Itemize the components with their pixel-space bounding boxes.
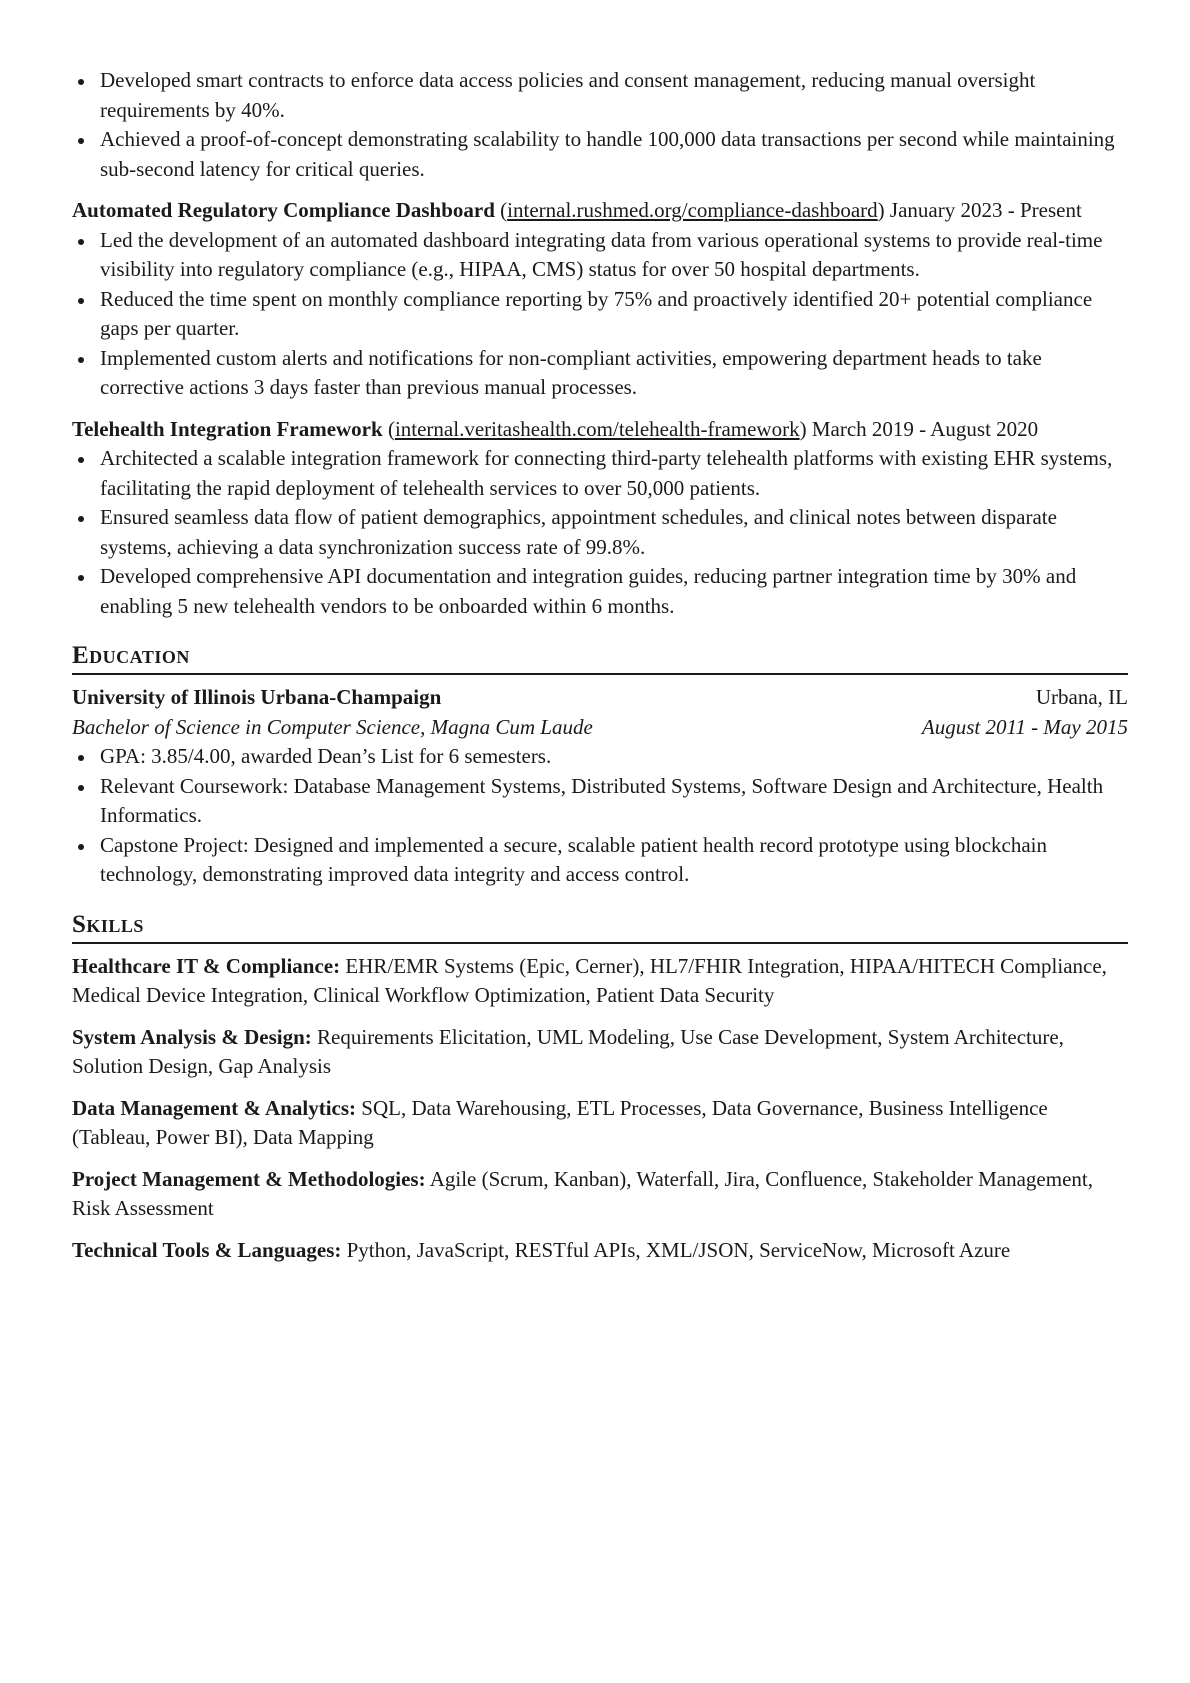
skill-value: Agile (Scrum, Kanban), Waterfall, Jira, Confluence, Stakeholder Management, Risk Assessment bbox=[72, 1166, 1093, 1220]
project-header: Automated Regulatory Compliance Dashboard (internal.rushmed.org/compliance-dashboard) January 2023 - Present bbox=[72, 198, 1082, 222]
education-degree-row bbox=[72, 713, 1128, 743]
skill-label: Data Management & Analytics: bbox=[72, 1095, 357, 1120]
list-item: Led the development of an automated dashboard integrating data from various operational systems to provide real-time visibility into regulatory compliance (e.g., HIPAA, CMS) status for over 50 hospital departments. bbox=[72, 226, 1128, 285]
school-name: University of Illinois Urbana-Champaign bbox=[72, 685, 442, 709]
skill-row bbox=[72, 952, 1128, 1011]
skill-value: Requirements Elicitation, UML Modeling, Use Case Development, System Architecture, Solution Design, Gap Analysis bbox=[72, 1024, 1064, 1078]
project-dates: March 2019 - August 2020 bbox=[811, 416, 1039, 441]
project-telehealth-framework bbox=[72, 415, 1128, 622]
skill-row bbox=[72, 1165, 1128, 1224]
skill-row bbox=[72, 1023, 1128, 1082]
list-item: Developed smart contracts to enforce data access policies and consent management, reducing manual oversight requirements by 40%. bbox=[72, 66, 1128, 125]
education-school-row bbox=[72, 683, 1128, 713]
skill-label: System Analysis & Design: bbox=[72, 1024, 312, 1049]
education-dates: August 2011 - May 2015 bbox=[921, 714, 1128, 739]
degree-name: Bachelor of Science in Computer Science, Magna Cum Laude bbox=[72, 714, 593, 739]
list-item: Reduced the time spent on monthly compliance reporting by 75% and proactively identified 20+ potential compliance gaps per quarter. bbox=[72, 285, 1128, 344]
list-item: Implemented custom alerts and notifications for non-compliant activities, empowering department heads to take corrective actions 3 days faster than previous manual processes. bbox=[72, 344, 1128, 403]
project-bullet-list bbox=[72, 444, 1128, 621]
education-bullet-list bbox=[72, 742, 1128, 890]
top-bullet-list bbox=[72, 66, 1128, 184]
skill-value: SQL, Data Warehousing, ETL Processes, Data Governance, Business Intelligence (Tableau, Power BI), Data Mapping bbox=[72, 1095, 1048, 1149]
skill-row bbox=[72, 1236, 1128, 1266]
list-item: Achieved a proof-of-concept demonstrating scalability to handle 100,000 data transactions per second while maintaining sub-second latency for critical queries. bbox=[72, 125, 1128, 184]
list-item: GPA: 3.85/4.00, awarded Dean’s List for 6 semesters. bbox=[72, 742, 1128, 772]
list-item: Ensured seamless data flow of patient demographics, appointment schedules, and clinical notes between disparate systems, achieving a data synchronization success rate of 99.8%. bbox=[72, 503, 1128, 562]
skills-list bbox=[72, 952, 1128, 1266]
skill-label: Technical Tools & Languages: bbox=[72, 1237, 342, 1262]
project-header: Telehealth Integration Framework (internal.veritashealth.com/telehealth-framework) March 2019 - August 2020 bbox=[72, 416, 1039, 441]
skill-label: Project Management & Methodologies: bbox=[72, 1166, 426, 1191]
project-bullet-list bbox=[72, 226, 1128, 403]
list-item: Relevant Coursework: Database Management Systems, Distributed Systems, Software Design and Architecture, Health Informatics. bbox=[72, 772, 1128, 831]
education-heading: Education bbox=[72, 641, 1128, 675]
skill-label: Healthcare IT & Compliance: bbox=[72, 953, 341, 978]
skill-row bbox=[72, 1094, 1128, 1153]
project-dates: January 2023 - Present bbox=[889, 198, 1082, 222]
list-item: Architected a scalable integration framework for connecting third-party telehealth platforms with existing EHR systems, facilitating the rapid deployment of telehealth services to over 50,000 patients. bbox=[72, 444, 1128, 503]
project-title: Telehealth Integration Framework bbox=[72, 416, 383, 441]
project-link[interactable]: internal.veritashealth.com/telehealth-framework bbox=[394, 416, 800, 441]
skill-value: Python, JavaScript, RESTful APIs, XML/JSON, ServiceNow, Microsoft Azure bbox=[346, 1237, 1011, 1262]
list-item: Capstone Project: Designed and implemented a secure, scalable patient health record prototype using blockchain technology, demonstrating improved data integrity and access control. bbox=[72, 831, 1128, 890]
project-link[interactable]: internal.rushmed.org/compliance-dashboard bbox=[507, 198, 878, 222]
skill-value: EHR/EMR Systems (Epic, Cerner), HL7/FHIR Integration, HIPAA/HITECH Compliance, Medical Device Integration, Clinical Workflow Optimization, Patient Data Security bbox=[72, 953, 1107, 1007]
school-location: Urbana, IL bbox=[1035, 685, 1128, 709]
project-title: Automated Regulatory Compliance Dashboard bbox=[72, 198, 495, 222]
project-compliance-dashboard bbox=[72, 196, 1128, 403]
skills-heading: Skills bbox=[72, 910, 1128, 944]
list-item: Developed comprehensive API documentation and integration guides, reducing partner integration time by 30% and enabling 5 new telehealth vendors to be onboarded within 6 months. bbox=[72, 562, 1128, 621]
